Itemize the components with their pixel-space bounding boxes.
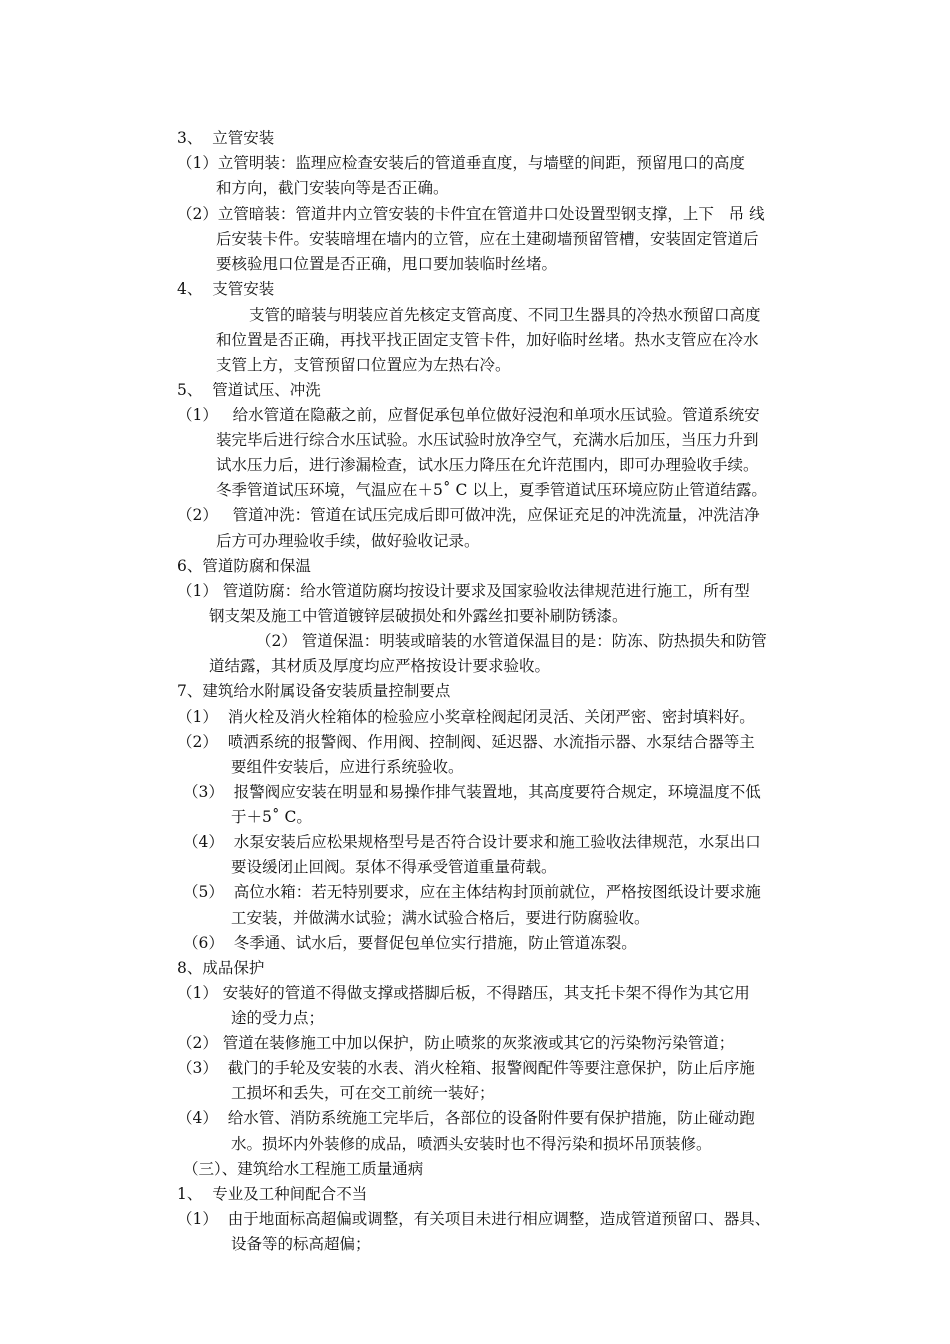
text-line: （1） 管道防腐：给水管道防腐均按设计要求及国家验收法律规范进行施工，所有型 — [177, 582, 750, 600]
text-line: （6） 冬季通、试水后，要督促包单位实行措施，防止管道冻裂。 — [183, 934, 637, 952]
text-line: 和位置是否正确，再找平找正固定支管卡件，加好临时丝堵。热水支管应在冷水 — [216, 331, 759, 349]
text-line: （1） 给水管道在隐蔽之前，应督促承包单位做好浸泡和单项水压试验。管道系统安 — [177, 406, 760, 424]
text-line: 后方可办理验收手续，做好验收记录。 — [216, 532, 480, 550]
text-line: （2）立管暗装：管道井内立管安装的卡件宜在管道井口处设置型钢支撑，上下 吊 线 — [177, 205, 765, 223]
text-line: 工安装，并做满水试验；满水试验合格后，要进行防腐验收。 — [231, 909, 650, 927]
text-line: 于＋5˚ C。 — [231, 808, 312, 826]
text-line: 1、 专业及工种间配合不当 — [177, 1185, 368, 1203]
text-line: （2） 管道冲洗：管道在试压完成后即可做冲洗，应保证充足的冲洗流量，冲洗洁净 — [177, 506, 760, 524]
text-line: 冬季管道试压环境，气温应在＋5˚ C 以上，夏季管道试压环境应防止管道结露。 — [216, 481, 767, 499]
text-line: （1） 安装好的管道不得做支撑或搭脚后板，不得踏压，其支托卡架不得作为其它用 — [177, 984, 750, 1002]
text-line: （1） 由于地面标高超偏或调整，有关项目未进行相应调整，造成管道预留口、器具、 — [177, 1210, 771, 1228]
text-line: 7、建筑给水附属设备安装质量控制要点 — [177, 682, 451, 700]
section-heading: （三）、建筑给水工程施工质量通病 — [183, 1160, 424, 1178]
text-line: 设备等的标高超偏； — [231, 1235, 371, 1253]
text-line: 要组件安装后，应进行系统验收。 — [231, 758, 464, 776]
text-line: （5） 高位水箱：若无特别要求，应在主体结构封顶前就位，严格按图纸设计要求施 — [183, 883, 761, 901]
text-line: （2） 管道在装修施工中加以保护，防止喷浆的灰浆液或其它的污染物污染管道； — [177, 1034, 735, 1052]
text-line: 4、 支管安装 — [177, 280, 275, 298]
text-line: （1） 消火栓及消火栓箱体的检验应小奖章栓阀起闭灵活、关闭严密、密封填料好。 — [177, 708, 755, 726]
text-line: （2） 管道保温：明装或暗装的水管道保温目的是：防冻、防热损失和防管 — [256, 632, 767, 650]
text-line: 支管的暗装与明装应首先核定支管高度、不同卫生器具的冷热水预留口高度 — [249, 306, 761, 324]
text-line: 钢支架及施工中管道镀锌层破损处和外露丝扣要补刷防锈漆。 — [209, 607, 628, 625]
text-line: 5、 管道试压、冲洗 — [177, 381, 321, 399]
text-line: （3） 报警阀应安装在明显和易操作排气装置地，其高度要符合规定，环境温度不低 — [183, 783, 761, 801]
text-line: （3） 截门的手轮及安装的水表、消火栓箱、报警阀配件等要注意保护，防止后序施 — [177, 1059, 755, 1077]
text-line: 和方向，截门安装向等是否正确。 — [216, 179, 449, 197]
text-line: 道结露，其材质及厚度均应严格按设计要求验收。 — [209, 657, 551, 675]
text-line: 6、管道防腐和保温 — [177, 557, 311, 575]
text-line: 途的受力点； — [231, 1009, 325, 1027]
text-line: 要设缓闭止回阀。泵体不得承受管道重量荷载。 — [231, 858, 557, 876]
text-line: 后安装卡件。安装暗埋在墙内的立管，应在土建砌墙预留管槽，安装固定管道后 — [216, 230, 759, 248]
text-line: 水。损坏内外装修的成品，喷洒头安装时也不得污染和损坏吊顶装修。 — [231, 1135, 712, 1153]
text-line: （2） 喷洒系统的报警阀、作用阀、控制阀、延迟器、水流指示器、水泵结合器等主 — [177, 733, 755, 751]
text-line: 试水压力后，进行渗漏检查，试水压力降压在允许范围内，即可办理验收手续。 — [216, 456, 759, 474]
text-line: （4） 水泵安装后应松果规格型号是否符合设计要求和施工验收法律规范，水泵出口 — [183, 833, 761, 851]
text-line: （4） 给水管、消防系统施工完毕后，各部位的设备附件要有保护措施，防止碰动跑 — [177, 1109, 755, 1127]
text-line: 8、成品保护 — [177, 959, 265, 977]
text-line: 3、 立管安装 — [177, 129, 275, 147]
text-line: 支管上方，支管预留口位置应为左热右冷。 — [216, 356, 511, 374]
text-line: 工损坏和丢失，可在交工前统一装好； — [231, 1084, 495, 1102]
text-line: 要核验甩口位置是否正确，甩口要加装临时丝堵。 — [216, 255, 558, 273]
text-line: （1）立管明装：监理应检查安装后的管道垂直度，与墙壁的间距，预留甩口的高度 — [177, 154, 745, 172]
text-line: 装完毕后进行综合水压试验。水压试验时放净空气，充满水后加压，当压力升到 — [216, 431, 759, 449]
